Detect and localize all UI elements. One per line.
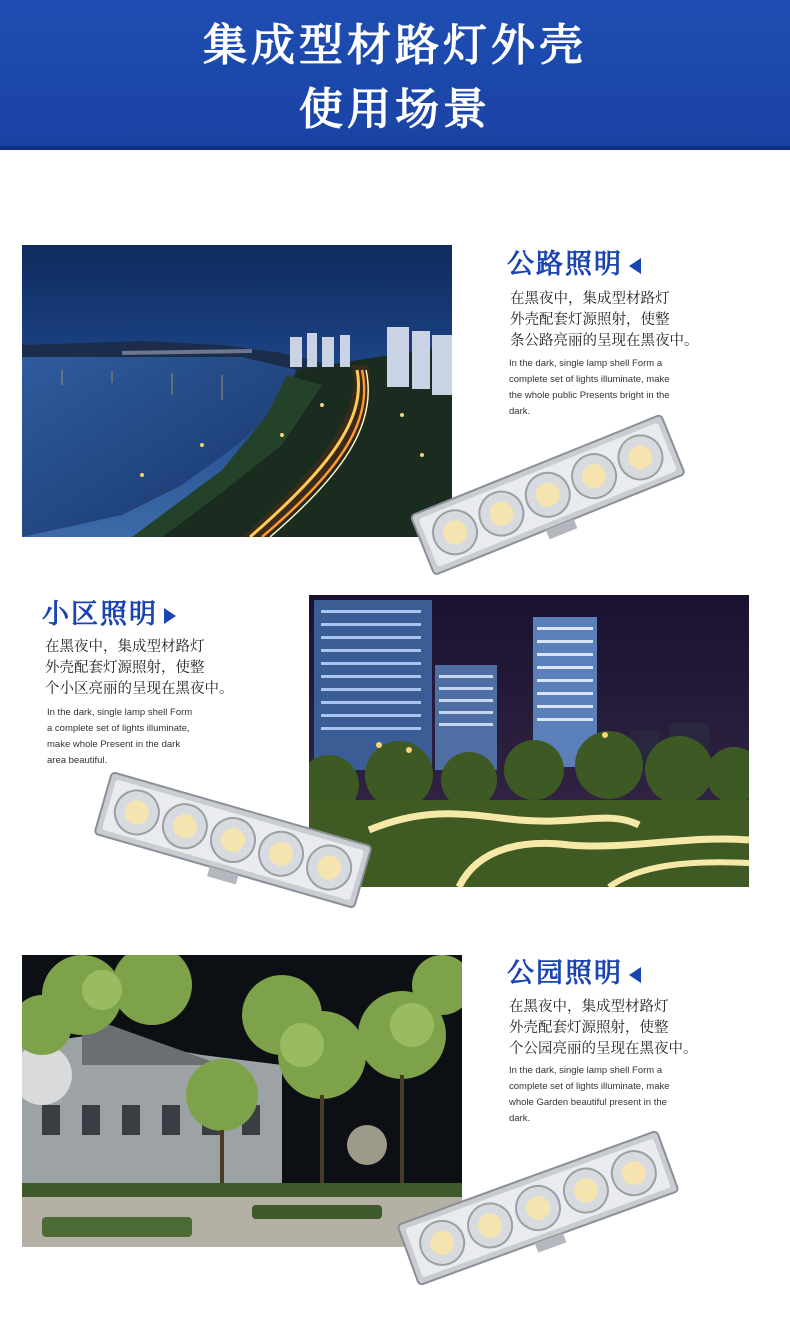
section-title-text: 公路照明 (507, 249, 623, 280)
en-line: area beautiful. (47, 755, 108, 766)
en-line: the whole public Presents bright in the (509, 390, 670, 401)
cn-line: 在黑夜中，集成型材路灯 (509, 999, 669, 1015)
arrow-right-icon (164, 608, 176, 624)
arrow-left-icon (629, 258, 641, 274)
en-line: whole Garden beautiful present in the (509, 1097, 667, 1108)
section-title-text: 小区照明 (42, 599, 158, 630)
cn-line: 个公园亮丽的呈现在黑夜中。 (509, 1041, 698, 1057)
en-line: In the dark, single lamp shell Form a (509, 1065, 663, 1076)
en-line: a complete set of lights illuminate, (47, 723, 190, 734)
section-title-residential (42, 592, 176, 631)
banner-divider (0, 146, 790, 150)
page-title-line1: 集成型材路灯外壳 (203, 20, 587, 71)
cn-line: 在黑夜中，集成型材路灯 (45, 639, 205, 655)
section-title-park (507, 951, 641, 990)
cn-line: 在黑夜中，集成型材路灯 (510, 291, 670, 307)
night-highway-riverside-icon (22, 245, 452, 537)
en-line: make whole Present in the dark (47, 739, 181, 750)
lamp-module-icon (402, 408, 692, 578)
section-title-text: 公园照明 (507, 958, 623, 989)
section-cn-text (509, 997, 698, 1060)
en-line: In the dark, single lamp shell Form a (509, 358, 663, 369)
section-cn-text (45, 637, 234, 700)
en-line: complete set of lights illuminate, make (509, 374, 670, 385)
section-en-text (509, 1063, 729, 1127)
arrow-left-icon (629, 967, 641, 983)
cn-line: 外壳配套灯源照射，使整 (510, 312, 670, 328)
header-banner (0, 0, 790, 150)
section-title-highway (507, 242, 641, 281)
en-line: dark. (509, 1113, 531, 1124)
en-line: dark. (509, 406, 531, 417)
en-line: In the dark, single lamp shell Form (47, 707, 193, 718)
section-cn-text (510, 289, 699, 352)
page-title-line2: 使用场景 (299, 84, 491, 135)
cn-line: 个小区亮丽的呈现在黑夜中。 (45, 681, 234, 697)
cn-line: 外壳配套灯源照射，使整 (45, 660, 205, 676)
lamp-module-icon (388, 1120, 688, 1295)
cn-line: 条公路亮丽的呈现在黑夜中。 (510, 333, 699, 349)
lamp-module-icon (88, 760, 378, 920)
en-line: complete set of lights illuminate, make (509, 1081, 670, 1092)
cn-line: 外壳配套灯源照射，使整 (509, 1020, 669, 1036)
